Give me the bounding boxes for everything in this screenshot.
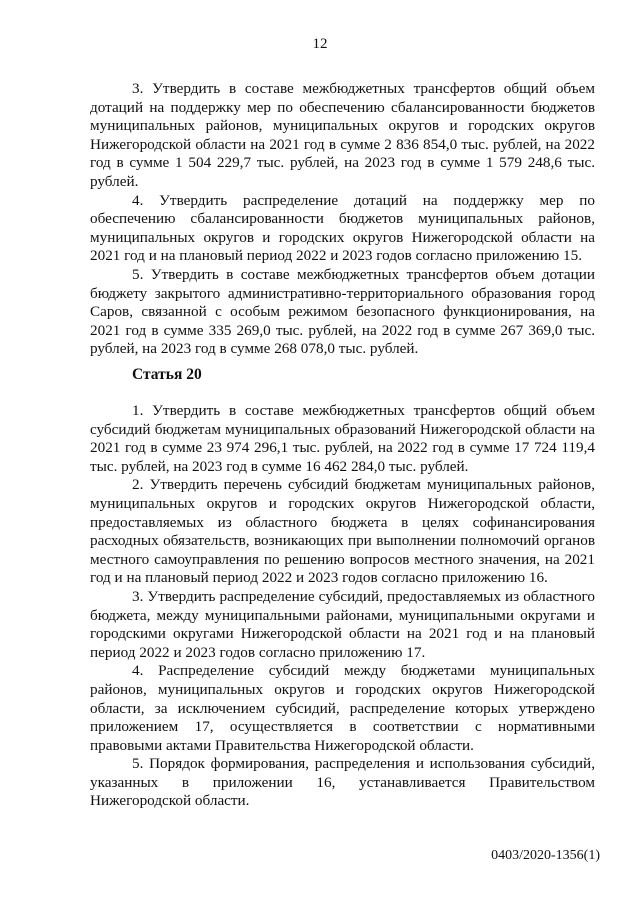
article-19-continuation: [90, 80, 595, 359]
page-number: 12: [312, 36, 328, 52]
article-heading: Статья 20: [132, 366, 202, 383]
paragraph: 1. Утвердить в составе межбюджетных трансфертов общий объем субсидий бюджетам муниципальных образований Нижегородской области на 2021 год в сумме 23 974 296,1 тыс. рублей, на 2022 год в сумме 17 724 119,4 тыс. рублей, на 2023 год в сумме 16 462 284,0 тыс. рублей.: [90, 402, 595, 475]
paragraph: 3. Утвердить в составе межбюджетных трансфертов общий объем дотаций на поддержку мер по обеспечению сбалансированности бюджетов муниципальных районов, муниципальных округов и городских округов Нижегородской области на 2021 год в сумме 2 836 854,0 тыс. рублей, на 2022 год в сумме 1 504 229,7 тыс. рублей, на 2023 год в сумме 1 579 248,6 тыс. рублей.: [90, 80, 595, 190]
paragraph: 3. Утвердить распределение субсидий, предоставляемых из областного бюджета, между муниципальными районами, муниципальными округами и городскими округами Нижегородской области на 2021 год и на плановый период 2022 и 2023 годов согласно приложению 17.: [90, 587, 595, 661]
paragraph: 4. Распределение субсидий между бюджетами муниципальных районов, муниципальных округов и городских округов Нижегородской области, за исключением субсидий, распределение которых утверждено приложением 17, осуществляется в соответствии с нормативными правовыми актами Правительства Нижегородской области.: [90, 662, 595, 754]
paragraph: 5. Порядок формирования, распределения и использования субсидий, указанных в приложении 16, устанавливается Правительством Нижегородской области.: [90, 755, 595, 810]
article-20-body: [90, 402, 595, 811]
paragraph: 5. Утвердить в составе межбюджетных трансфертов объем дотации бюджету закрытого административно-территориального образования город Саров, связанной с особым режимом безопасного функционирования, на 2021 год в сумме 335 269,0 тыс. рублей, на 2022 год в сумме 267 369,0 тыс. рублей, на 2023 год в сумме 268 078,0 тыс. рублей.: [90, 265, 595, 358]
paragraph: 4. Утвердить распределение дотаций на поддержку мер по обеспечению сбалансированности бюджетов муниципальных районов, муниципальных округов и городских округов Нижегородской области на 2021 год и на плановый период 2022 и 2023 годов согласно приложению 15.: [90, 191, 595, 265]
paragraph: 2. Утвердить перечень субсидий бюджетам муниципальных районов, муниципальных округов и городских округов Нижегородской области, предоставляемых из областного бюджета в целях софинансирования расходных обязательств, возникающих при выполнении полномочий органов местного самоуправления по решению вопросов местного значения, на 2021 год и на плановый период 2022 и 2023 годов согласно приложению 16.: [90, 476, 595, 587]
document-code: 0403/2020-1356(1): [491, 848, 600, 863]
